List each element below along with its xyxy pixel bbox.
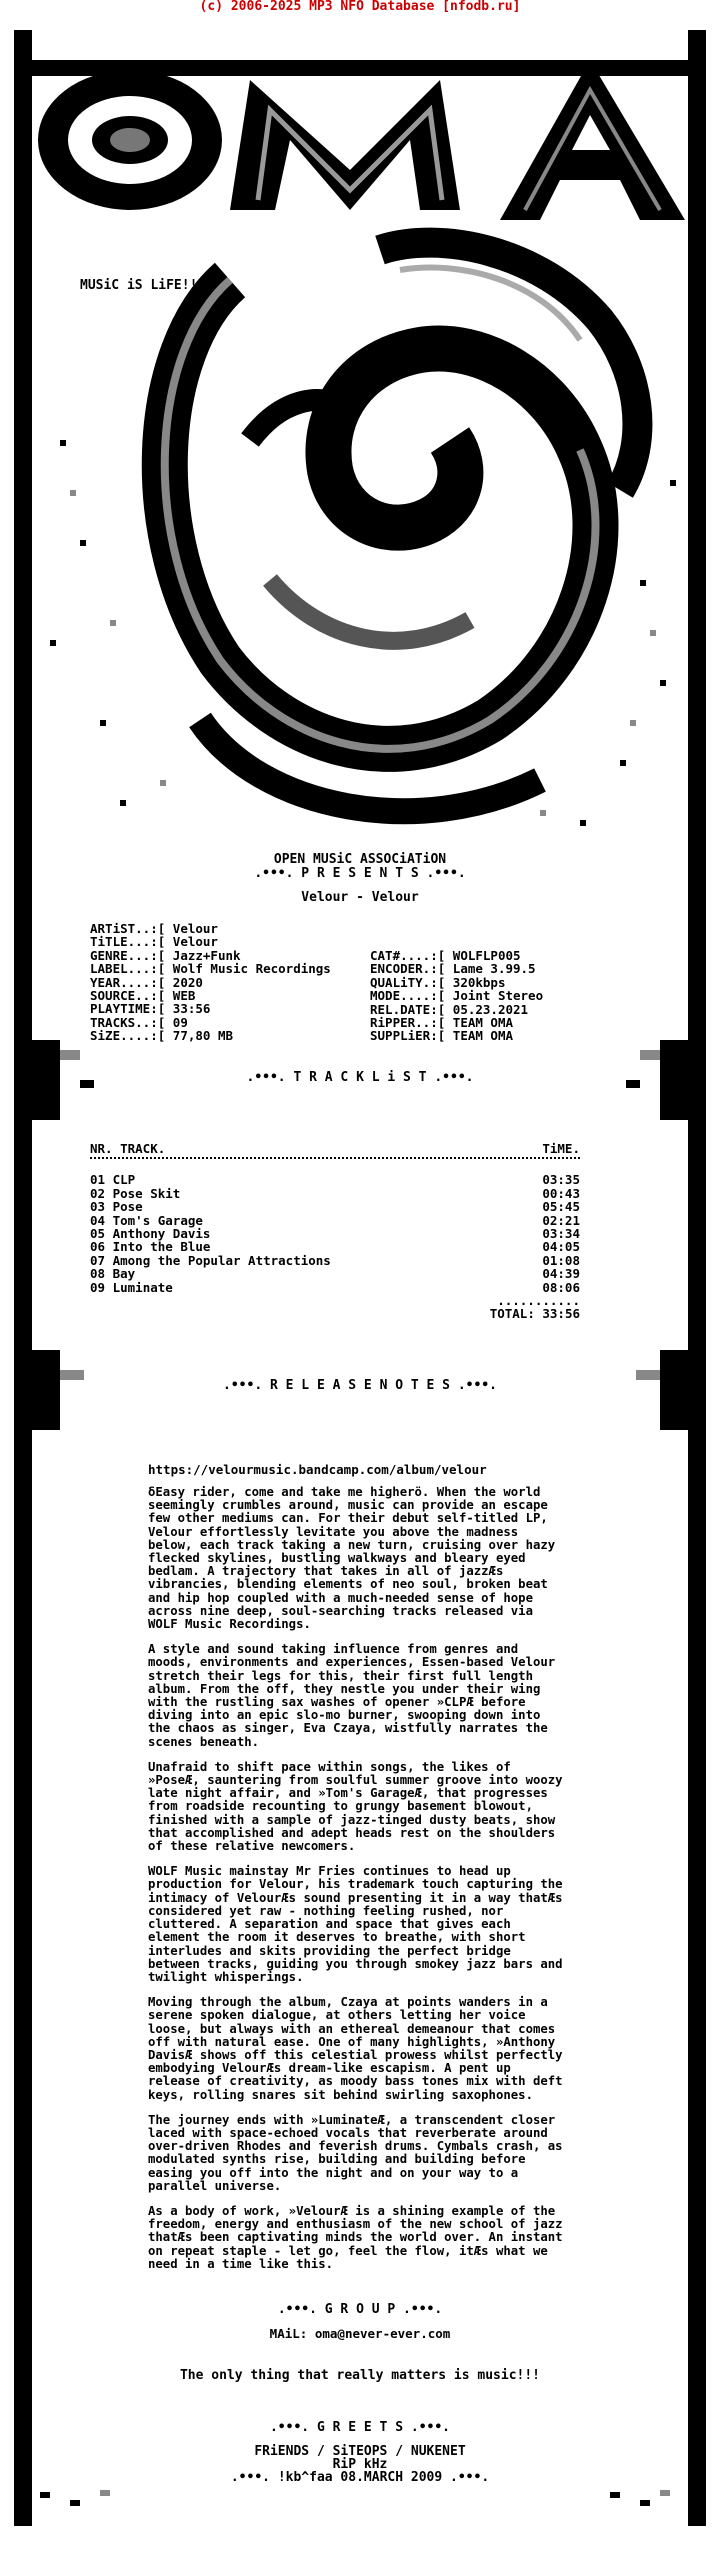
info-row: ENCODER.:[ Lame 3.99.5 — [370, 961, 536, 977]
total-time: TOTAL: 33:56 — [489, 1306, 580, 1322]
footer-deco — [0, 2486, 720, 2546]
mail-line: MAiL: oma@never-ever.com — [269, 2326, 451, 2341]
right-border — [688, 30, 706, 2520]
track-row: 01 CLP 03:35 — [90, 1172, 580, 1188]
notes-paragraph: Unafraid to shift pace within songs, the likes of »PoseÆ, sauntering from soulful summer groove into woozy late night affair, and »Tom's GarageÆ, that progresses from roadside recounting to grungy basement blowout, finished with a sample of jazz-tinged dusty beats, show that accomplished and adept heads rest on the shoulders of these relative newcomers. — [148, 1759, 563, 1854]
tracklist-heading: .•••. T R A C K L i S T .•••. — [246, 1070, 474, 1085]
track-row: 04 Tom's Garage 02:21 — [90, 1212, 580, 1228]
info-row: CAT#....:[ WOLFLP005 — [370, 948, 521, 963]
mail-address: oma@never-ever.com — [314, 2326, 451, 2341]
info-row: RiPPER..:[ TEAM OMA — [370, 1015, 514, 1031]
greets-line2: RiP kHz — [332, 2457, 388, 2472]
info-row: SOURCE..:[ WEB — [90, 988, 196, 1004]
track-list — [90, 1142, 580, 1321]
bandcamp-url: https://velourmusic.bandcamp.com/album/velour — [148, 1462, 487, 1477]
track-row: 06 Into the Blue 04:05 — [90, 1239, 580, 1255]
total-dots: ........... — [497, 1293, 580, 1309]
info-row: GENRE...:[ Jazz+Funk — [90, 947, 241, 963]
notes-paragraph: As a body of work, »VelourÆ is a shining example of the freedom, energy and enthusiasm of the new school of jazz thatÆs been captivating minds the world over. An instant on repeat staple - let go, feel the flow, itÆs what we need in a time like this. — [148, 2203, 563, 2271]
track-row: 03 Pose 05:45 — [90, 1199, 580, 1215]
release-info-left — [90, 922, 331, 1043]
group-heading: .•••. G R O U P .•••. — [277, 2302, 443, 2317]
presents-line: .•••. P R E S E N T S .•••. — [254, 866, 466, 881]
track-row: 02 Pose Skit 00:43 — [90, 1185, 580, 1201]
release-notes — [148, 1486, 568, 2283]
info-row: LABEL...:[ Wolf Music Recordings — [90, 961, 331, 977]
info-row: REL.DATE:[ 05.23.2021 — [370, 1001, 529, 1017]
notes-paragraph: A style and sound taking influence from genres and moods, environments and experiences, Essen-based Velour stretch their legs for this, their first full length album. From the off, they nestle you under their wing with the rustling sax washes of opener »CLPÆ before diving into an epic slo-mo burner, swooping down into the chaos as singer, Eva Czaya, wistfully narrates the scenes beneath. — [148, 1642, 556, 1749]
notes-paragraph: The journey ends with »LuminateÆ, a transcendent closer laced with space-echoed vocals that reverberate around over-driven Rhodes and feverish drums. Cymbals crash, as modulated synths rise, building and building before easing you off into the night and on your way to a parallel universe. — [148, 2112, 563, 2193]
track-row: 05 Anthony Davis 03:34 — [90, 1226, 580, 1242]
notes-paragraph: δEasy rider, come and take me higherö. When the world seemingly crumbles around, music can provide an escape few other mediums can. For their debut self-titled LP, Velour effortlessly levitate you above the madness below, each track taking a new turn, cruising over hazy flecked skylines, bustling walkways and bleary eyed bedlam. A trajectory that takes in all of jazzÆs vibrancies, blending elements of neo soul, broken beat and hip hop coupled with a much-needed sense of hope across nine deep, soul-searching tracks released via WOLF Music Recordings. — [148, 1485, 556, 1632]
info-row: TiTLE...:[ Velour — [90, 934, 218, 950]
group-full-name: OPEN MUSiC ASSOCiATiON — [273, 852, 447, 867]
info-row: MODE....:[ Joint Stereo — [370, 988, 544, 1004]
track-row: 07 Among the Popular Attractions 01:08 — [90, 1252, 580, 1268]
release-notes-heading: .•••. R E L E A S E N O T E S .•••. — [223, 1378, 497, 1393]
oma-logo-art — [20, 20, 700, 850]
signoff: .•••. !kb^faa 08.MARCH 2009 .•••. — [230, 2470, 490, 2485]
greets-line1: FRiENDS / SiTEOPS / NUKENET — [254, 2444, 466, 2459]
info-row: QUALiTY.:[ 320kbps — [370, 974, 506, 990]
notes-paragraph: WOLF Music mainstay Mr Fries continues to head up production for Velour, his trademark touch capturing the intimacy of VelourÆs sound presenting it in a way thatÆs considered yet raw - nothing feeling rushed, nor cluttered. A separation and space that gives each element the room it deserves to breathe, with short interludes and skits providing the perfect bridge between tracks, guiding you through smokey jazz bars and twilight whisperings. — [148, 1864, 563, 1984]
release-title: Velour - Velour — [301, 890, 419, 905]
notes-paragraph: Moving through the album, Czaya at points wanders in a serene spoken dialogue, at others letting her voice loose, but always with an ethereal demeanour that comes off with natural ease. One of many highlights, »Anthony DavisÆ shows off this celestial prowess whilst perfectly embodying VelourÆs dream-like escapism. A pent up release of creativity, as moody bass tones mix with deft keys, rolling snares sit behind swirling saxophones. — [148, 1995, 563, 2102]
release-info-right — [370, 949, 543, 1043]
track-header: NR. TRACK. TiME. — [90, 1141, 580, 1156]
greets-heading: .•••. G R E E T S .•••. — [269, 2420, 450, 2435]
info-row: YEAR....:[ 2020 — [90, 974, 203, 990]
info-row: SiZE....:[ 77,80 MB — [90, 1028, 234, 1044]
info-row: TRACKS..:[ 09 — [90, 1014, 188, 1030]
track-row: 09 Luminate 08:06 — [90, 1279, 580, 1295]
motto: The only thing that really matters is music!!! — [179, 2368, 541, 2383]
track-row: 08 Bay 04:39 — [90, 1266, 580, 1282]
info-row: SUPPLiER:[ TEAM OMA — [370, 1028, 514, 1044]
tagline: MUSiC iS LiFE!!! — [80, 278, 206, 293]
nfodb-banner: (c) 2006-2025 MP3 NFO Database [nfodb.ru] — [199, 0, 521, 14]
left-border — [14, 30, 32, 2520]
info-row: ARTiST..:[ Velour — [90, 921, 218, 936]
info-row: PLAYTIME:[ 33:56 — [90, 1001, 211, 1017]
divider — [90, 1157, 580, 1159]
